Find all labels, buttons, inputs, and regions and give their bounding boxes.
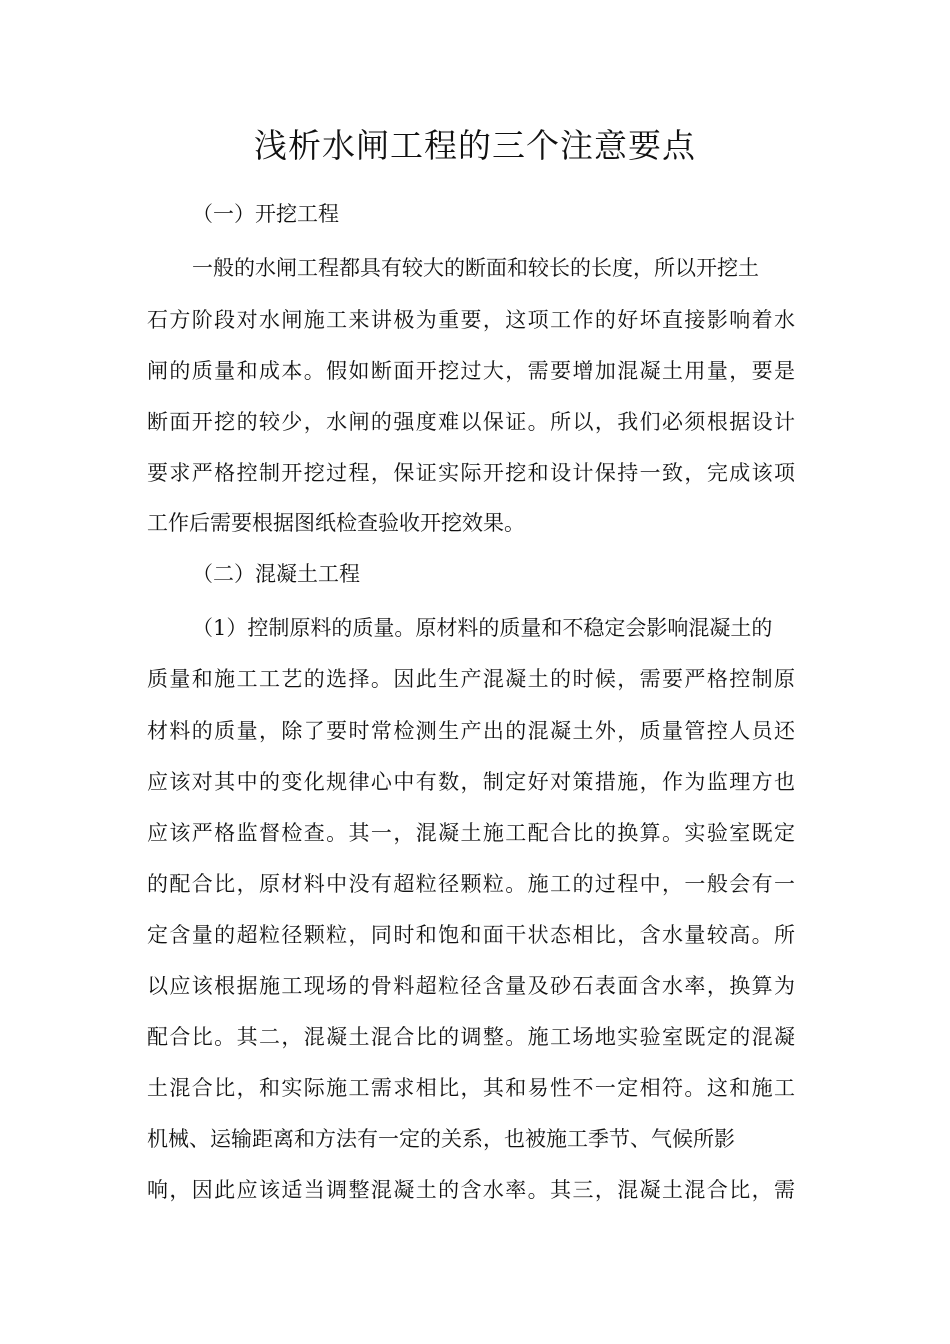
paragraph-line: 机械、运输距离和方法有一定的关系，也被施工季节、气候所影: [147, 1127, 735, 1151]
paragraph-line: 要求严格控制开挖过程，保证实际开挖和设计保持一致，完成该项: [147, 461, 795, 485]
paragraph-line: 石方阶段对水闸施工来讲极为重要，这项工作的好坏直接影响着水: [147, 308, 795, 332]
paragraph-line: 质量和施工工艺的选择。因此生产混凝土的时候，需要严格控制原: [147, 667, 795, 691]
paragraph-line: 一般的水闸工程都具有较大的断面和较长的长度，所以开挖土: [192, 256, 759, 280]
paragraph-line: 应该严格监督检查。其一，混凝土施工配合比的换算。实验室既定: [147, 821, 795, 845]
paragraph-line: 定含量的超粒径颗粒，同时和饱和面干状态相比，含水量较高。所: [147, 923, 795, 947]
section-heading-excavation: （一）开挖工程: [192, 202, 339, 226]
paragraph-line: 应该对其中的变化规律心中有数，制定好对策措施，作为监理方也: [147, 770, 795, 794]
paragraph-line: 响，因此应该适当调整混凝土的含水率。其三，混凝土混合比，需: [147, 1178, 795, 1202]
paragraph-line: 工作后需要根据图纸检查验收开挖效果。: [147, 511, 525, 535]
paragraph-line: 土混合比，和实际施工需求相比，其和易性不一定相符。这和施工: [147, 1076, 795, 1100]
paragraph-line: 的配合比，原材料中没有超粒径颗粒。施工的过程中，一般会有一: [147, 872, 795, 896]
paragraph-line: 材料的质量，除了要时常检测生产出的混凝土外，质量管控人员还: [147, 719, 795, 743]
paragraph-line: 闸的质量和成本。假如断面开挖过大，需要增加混凝土用量，要是: [147, 359, 795, 383]
paragraph-line: 以应该根据施工现场的骨料超粒径含量及砂石表面含水率，换算为: [147, 974, 795, 998]
paragraph-line: （1）控制原料的质量。原材料的质量和不稳定会影响混凝土的: [192, 616, 773, 640]
section-heading-concrete: （二）混凝土工程: [192, 562, 360, 586]
paragraph-line: 断面开挖的较少，水闸的强度难以保证。所以，我们必须根据设计: [147, 410, 795, 434]
document-title: 浅析水闸工程的三个注意要点: [254, 126, 696, 165]
paragraph-line: 配合比。其二，混凝土混合比的调整。施工场地实验室既定的混凝: [147, 1025, 795, 1049]
